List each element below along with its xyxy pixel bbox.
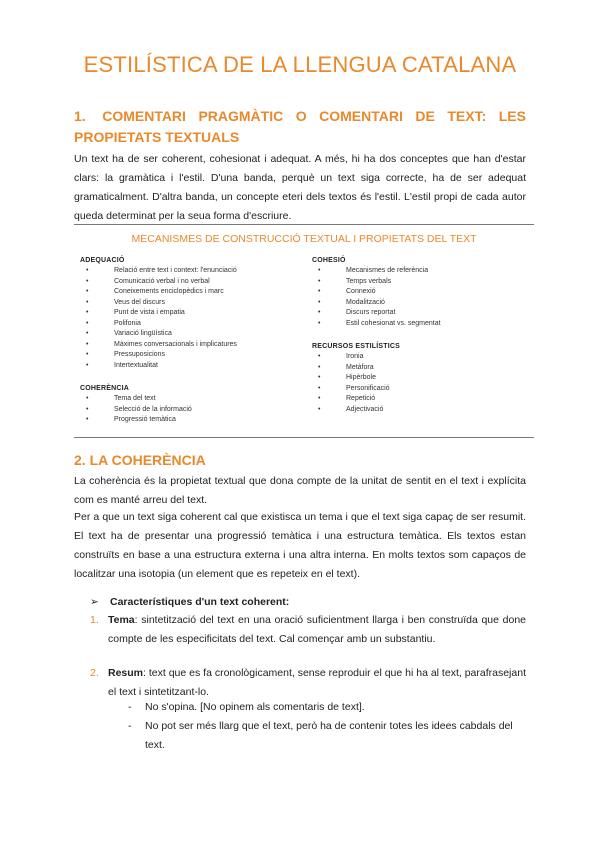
- bullet: •: [318, 267, 321, 274]
- list-item: • Mecanismes de referència: [312, 266, 534, 277]
- recursos-list: [312, 352, 534, 415]
- item-number: 1.: [90, 614, 99, 626]
- list-item: • Personificació: [312, 384, 534, 395]
- list-item: • Connexió: [312, 287, 534, 298]
- bullet: •: [318, 277, 321, 285]
- box-bottom-divider: [74, 437, 534, 438]
- cohesio-list: [312, 266, 534, 329]
- list-item: • Estil cohesionat vs. segmentat: [312, 319, 534, 330]
- bullet: •: [86, 330, 89, 337]
- coherencia-column: [80, 385, 310, 426]
- section1-heading-text: COMENTARI PRAGMÀTIC O COMENTARI DE TEXT: LES PROPIETATS TEXTUALS: [74, 108, 526, 145]
- list-item: • Modalització: [312, 298, 534, 309]
- bullet: •: [86, 340, 89, 348]
- list-item: • Discurs reportat: [312, 308, 534, 319]
- section1-number: 1.: [74, 108, 86, 124]
- resum-subitem-1: - No s'opina. [No opinem als comentaris de text].: [128, 698, 526, 717]
- arrow-bullet-icon: ➢: [90, 596, 99, 608]
- bullet: •: [86, 309, 89, 316]
- adequacio-heading: ADEQUACIÓ: [80, 257, 125, 264]
- list-item: • Coneixements enciclopèdics i marc: [80, 287, 310, 298]
- characteristics-subheading: ➢ Característiques d'un text coherent:: [90, 596, 290, 608]
- bullet: •: [86, 416, 89, 423]
- list-item: • Repetició: [312, 394, 534, 405]
- adequacio-list: [80, 266, 310, 371]
- item-number: 2.: [90, 667, 99, 679]
- dash-bullet: -: [128, 701, 132, 713]
- list-item: • Ironia: [312, 352, 534, 363]
- section2-number: 2.: [74, 452, 86, 468]
- bullet: •: [318, 298, 321, 306]
- item-text: : sintetització del text en una oració suficientment llarga i ben construïda que done compte de les especificitats del text. Cal començar amb un substantiu.: [108, 614, 526, 645]
- bullet: •: [86, 277, 89, 285]
- box-top-divider: [74, 224, 534, 225]
- bullet: •: [318, 319, 321, 327]
- list-item: • Adjectivació: [312, 405, 534, 416]
- bullet: •: [318, 288, 321, 295]
- list-item: • Veus del discurs: [80, 298, 310, 309]
- bullet: •: [86, 267, 89, 274]
- box-title: MECANISMES DE CONSTRUCCIÓ TEXTUAL I PROPIETATS DEL TEXT: [131, 233, 477, 245]
- list-item: • Comunicació verbal i no verbal: [80, 277, 310, 288]
- recursos-heading: RECURSOS ESTILÍSTICS: [312, 343, 401, 350]
- cohesio-heading: COHESIÓ: [312, 257, 346, 264]
- list-item: • Punt de vista i empatia: [80, 308, 310, 319]
- bullet: •: [86, 405, 89, 413]
- item-term: Resum: [108, 667, 144, 679]
- bullet: •: [318, 395, 321, 402]
- dash-bullet: -: [128, 720, 132, 732]
- bullet: •: [318, 353, 321, 360]
- list-item: • Tema del text: [80, 394, 310, 405]
- bullet: •: [86, 395, 89, 402]
- bullet: •: [86, 319, 89, 327]
- bullet: •: [318, 384, 321, 392]
- item-term: Tema: [108, 614, 135, 626]
- item-text: : text que es fa cronològicament, sense reproduir el que hi ha al text, parafrasejant el text i sintetitzant-lo.: [108, 667, 526, 698]
- list-item: • Metàfora: [312, 363, 534, 374]
- list-item: • Variació lingüística: [80, 329, 310, 340]
- section1-heading: [74, 106, 526, 148]
- resum-subitem-2: - No pot ser més llarg que el text, però ha de contenir totes les idees cabdals del text.: [128, 717, 526, 755]
- bullet: •: [86, 361, 89, 369]
- section2-heading: [74, 452, 206, 468]
- list-item: • Màximes conversacionals i implicatures: [80, 340, 310, 351]
- list-item: • Relació entre text i context: l'enunciació: [80, 266, 310, 277]
- list-item: • Selecció de la informació: [80, 405, 310, 416]
- section2-heading-text: LA COHERÈNCIA: [89, 452, 206, 468]
- bullet: •: [86, 351, 89, 358]
- characteristic-item-2: [90, 664, 526, 702]
- list-item: • Temps verbals: [312, 277, 534, 288]
- bullet: •: [318, 363, 321, 371]
- coherencia-heading: COHERÈNCIA: [80, 385, 130, 392]
- list-item: • Polifonia: [80, 319, 310, 330]
- list-item: • Hipèrbole: [312, 373, 534, 384]
- section2-paragraph-2: Per a que un text siga coherent cal que existisca un tema i que el text siga capaç de ser resumit. El text ha de presentar una progressió temàtica i una estructura temàtica. Els textos estan construïts en base a una estructura externa i una altra interna. En molts textos som capaços de localitzar una isotopia (un element que es repeteix en el text).: [74, 511, 526, 580]
- bullet: •: [318, 309, 321, 316]
- bullet: •: [86, 298, 89, 306]
- characteristic-item-1: [90, 611, 526, 649]
- cohesio-column: [312, 257, 534, 329]
- bullet: •: [86, 288, 89, 295]
- document-title: ESTILÍSTICA DE LA LLENGUA CATALANA: [83, 52, 517, 77]
- coherencia-list: [80, 394, 310, 426]
- section1-paragraph: Un text ha de ser coherent, cohesionat i adequat. A més, hi ha dos conceptes que han d'estar clars: la gramàtica i l'estil. D'una banda, perquè un text siga correcte, ha de ser adequat gramaticalment. D'altra banda, un concepte eteri dels textos és l'estil. L'estil propi de cada autor queda determinat per la seua forma d'escriure.: [74, 153, 526, 222]
- section2-paragraph-1: La coherència és la propietat textual que dona compte de la unitat de sentit en el text i explícita com es manté arreu del text.: [74, 475, 526, 506]
- bullet: •: [318, 374, 321, 381]
- list-item: • Intertextualitat: [80, 361, 310, 372]
- recursos-column: [312, 343, 534, 415]
- list-item: • Pressuposicions: [80, 350, 310, 361]
- bullet: •: [318, 405, 321, 413]
- list-item: • Progressió temàtica: [80, 415, 310, 426]
- adequacio-column: [80, 257, 310, 371]
